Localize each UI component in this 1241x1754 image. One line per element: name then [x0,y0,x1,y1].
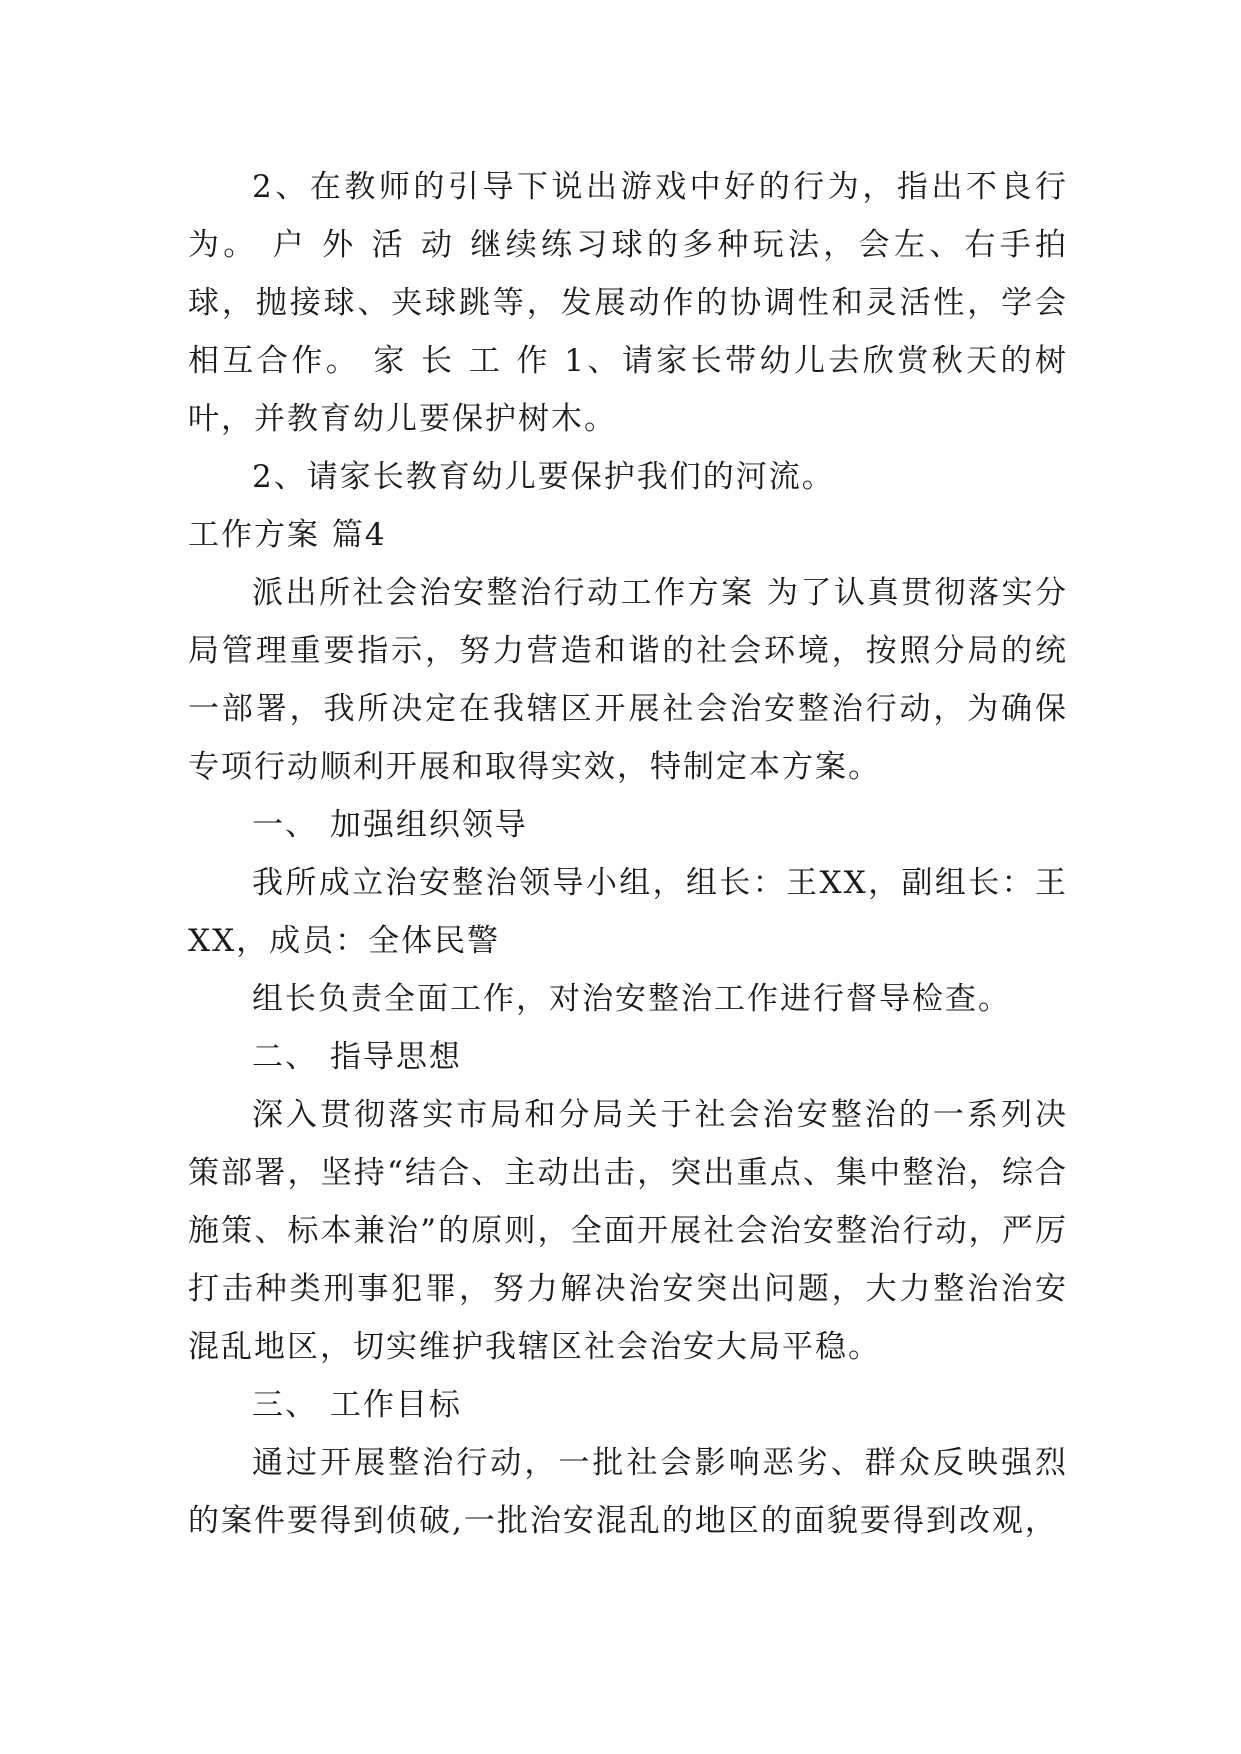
paragraph-parent-river-protection: 2、请家长教育幼儿要保护我们的河流。 [252,459,835,495]
document-body [188,158,1068,1550]
paragraph-plan-intro: 派出所社会治安整治行动工作方案 为了认真贯彻落实分局管理重要指示，努力营造和谐的社会环境，按照分局的统一部署，我所决定在我辖区开展社会治安整治行动，为确保专项行动顺利开展和取得实效，特制定本方案。 [188,575,1068,785]
paragraph-leadership-group: 我所成立治安整治领导小组，组长：王XX，副组长：王XX，成员：全体民警 [188,865,1068,959]
paragraph-activity-and-parent-work: 2、在教师的引导下说出游戏中好的行为，指出不良行为。 户 外 活 动 继续练习球的多种玩法，会左、右手拍球，抛接球、夹球跳等，发展动作的协调性和灵活性，学会相互合作。 家 长 工 作 1、请家长带幼儿去欣赏秋天的树叶，并教育幼儿要保护树木。 [188,169,1068,437]
paragraph-work-goals: 通过开展整治行动，一批社会影响恶劣、群众反映强烈的案件要得到侦破,一批治安混乱的地区的面貌要得到改观， [188,1445,1068,1539]
subheading-organization: 一、 加强组织领导 [252,807,528,843]
subheading-guiding-ideology: 二、 指导思想 [252,1039,462,1075]
paragraph-leader-duty: 组长负责全面工作，对治安整治工作进行督导检查。 [252,981,1011,1017]
subheading-work-goals: 三、 工作目标 [252,1387,462,1423]
section-heading: 工作方案 篇4 [188,517,387,553]
paragraph-guiding-ideology: 深入贯彻落实市局和分局关于社会治安整治的一系列决策部署，坚持“结合、主动出击，突出重点、集中整治，综合施策、标本兼治”的原则，全面开展社会治安整治行动，严厉打击种类刑事犯罪，努力解决治安突出问题，大力整治治安混乱地区，切实维护我辖区社会治安大局平稳。 [188,1097,1068,1365]
